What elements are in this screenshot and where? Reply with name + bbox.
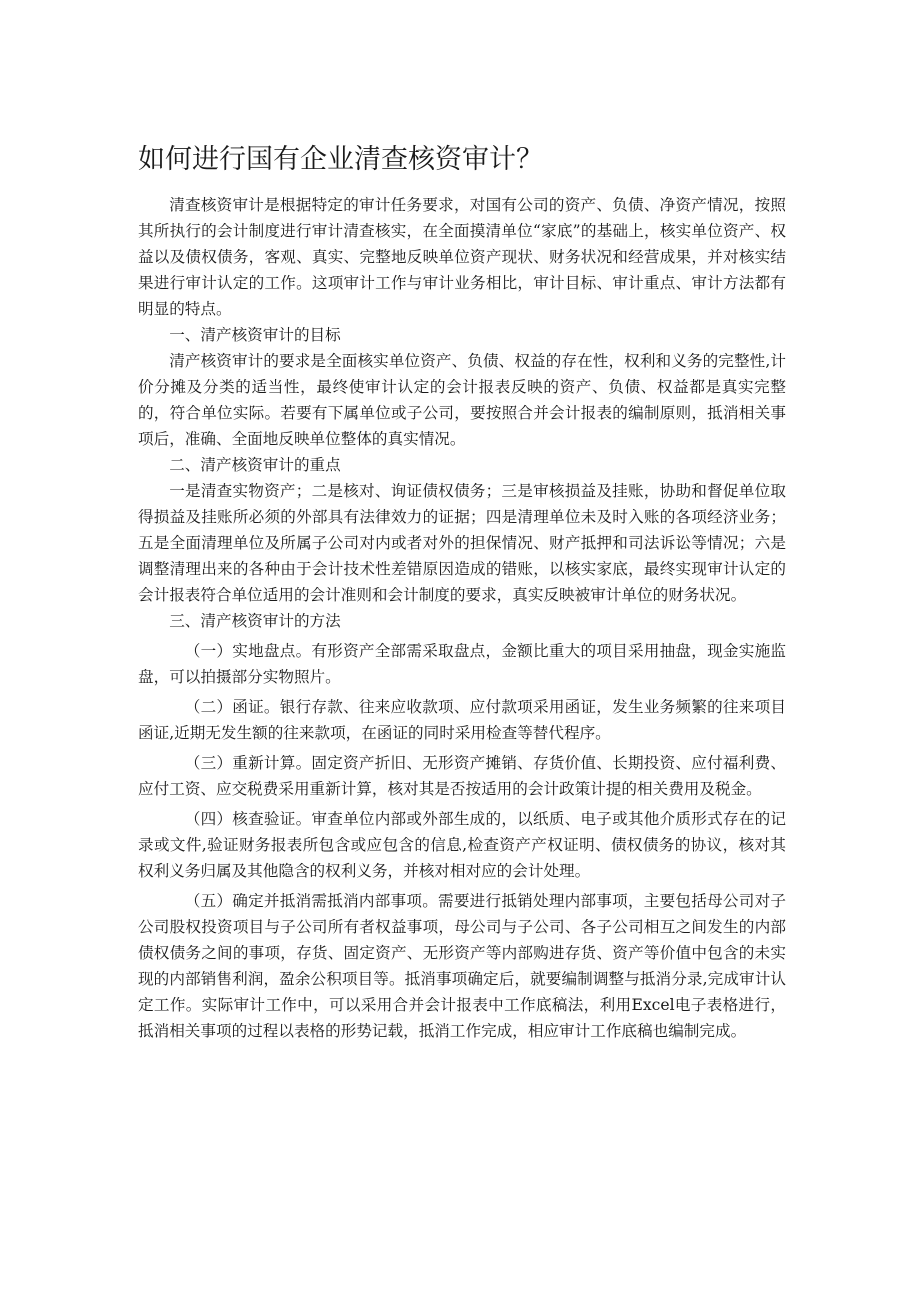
method-paragraph-4: （四）核查验证。审查单位内部或外部生成的，以纸质、电子或其他介质形式存在的记录或文件,验证财务报表所包含或应包含的信息,检查资产产权证明、债权债务的协议，核对其权利义务归属及其他隐含的权利义务，并核对相对应的会计处理。 [138,810,786,880]
intro-paragraph: 清查核资审计是根据特定的审计任务要求，对国有公司的资产、负债、净资产情况，按照其所执行的会计制度进行审计清查核实，在全面摸清单位“家底”的基础上，核实单位资产、权益以及债权债务，客观、真实、完整地反映单位资产现状、财务状况和经营成果，并对核实结果进行审计认定的工作。这项审计工作与审计业务相比，审计目标、审计重点、审计方法都有明显的特点。 [138,196,786,318]
section-heading-goals: 一、清产核资审计的目标 [169,326,341,344]
section-heading-focus: 二、清产核资审计的重点 [169,456,341,474]
method-paragraph-3: （三）重新计算。固定资产折旧、无形资产摊销、存货价值、长期投资、应付福利费、应付工资、应交税费采用重新计算，核对其是否按适用的会计政策计提的相关费用及税金。 [138,754,786,798]
section-body-focus: 一是清查实物资产；二是核对、询证债权债务；三是审核损益及挂账，协助和督促单位取得损益及挂账所必须的外部具有法律效力的证据；四是清理单位未及时入账的各项经济业务；五是全面清理单位及所属子公司对内或者对外的担保情况、财产抵押和司法诉讼等情况；六是调整清理出来的各种由于会计技术性差错原因造成的错账，以核实家底，最终实现审计认定的会计报表符合单位适用的会计准则和会计制度的要求，真实反映被审计单位的财务状况。 [138,482,786,604]
document-title: 如何进行国有企业清查核资审计？ [138,144,543,175]
method-paragraph-1: （一）实地盘点。有形资产全部需采取盘点，金额比重大的项目采用抽盘，现金实施监盘，可以拍摄部分实物照片。 [138,642,786,686]
method-paragraph-2: （二）函证。银行存款、往来应收款项、应付款项采用函证，发生业务频繁的往来项目函证,近期无发生额的往来款项，在函证的同时采用检查等替代程序。 [138,698,786,742]
method-paragraph-5: （五）确定并抵消需抵消内部事项。需要进行抵销处理内部事项，主要包括母公司对子公司股权投资项目与子公司所有者权益事项，母公司与子公司、各子公司相互之间发生的内部债权债务之间的事项，存货、固定资产、无形资产等内部购进存货、资产等价值中包含的未实现的内部销售利润，盈余公积项目等。抵消事项确定后，就要编制调整与抵消分录,完成审计认定工作。实际审计工作中，可以采用合并会计报表中工作底稿法，利用Excel电子表格进行，抵消相关事项的过程以表格的形势记载，抵消工作完成，相应审计工作底稿也编制完成。 [138,892,786,1040]
document-page [138,140,786,1044]
section-body-goals: 清产核资审计的要求是全面核实单位资产、负债、权益的存在性，权利和义务的完整性,计价分摊及分类的适当性，最终使审计认定的会计报表反映的资产、负债、权益都是真实完整的，符合单位实际。若要有下属单位或子公司，要按照合并会计报表的编制原则，抵消相关事项后，准确、全面地反映单位整体的真实情况。 [138,352,786,448]
section-heading-methods: 三、清产核资审计的方法 [169,612,341,630]
